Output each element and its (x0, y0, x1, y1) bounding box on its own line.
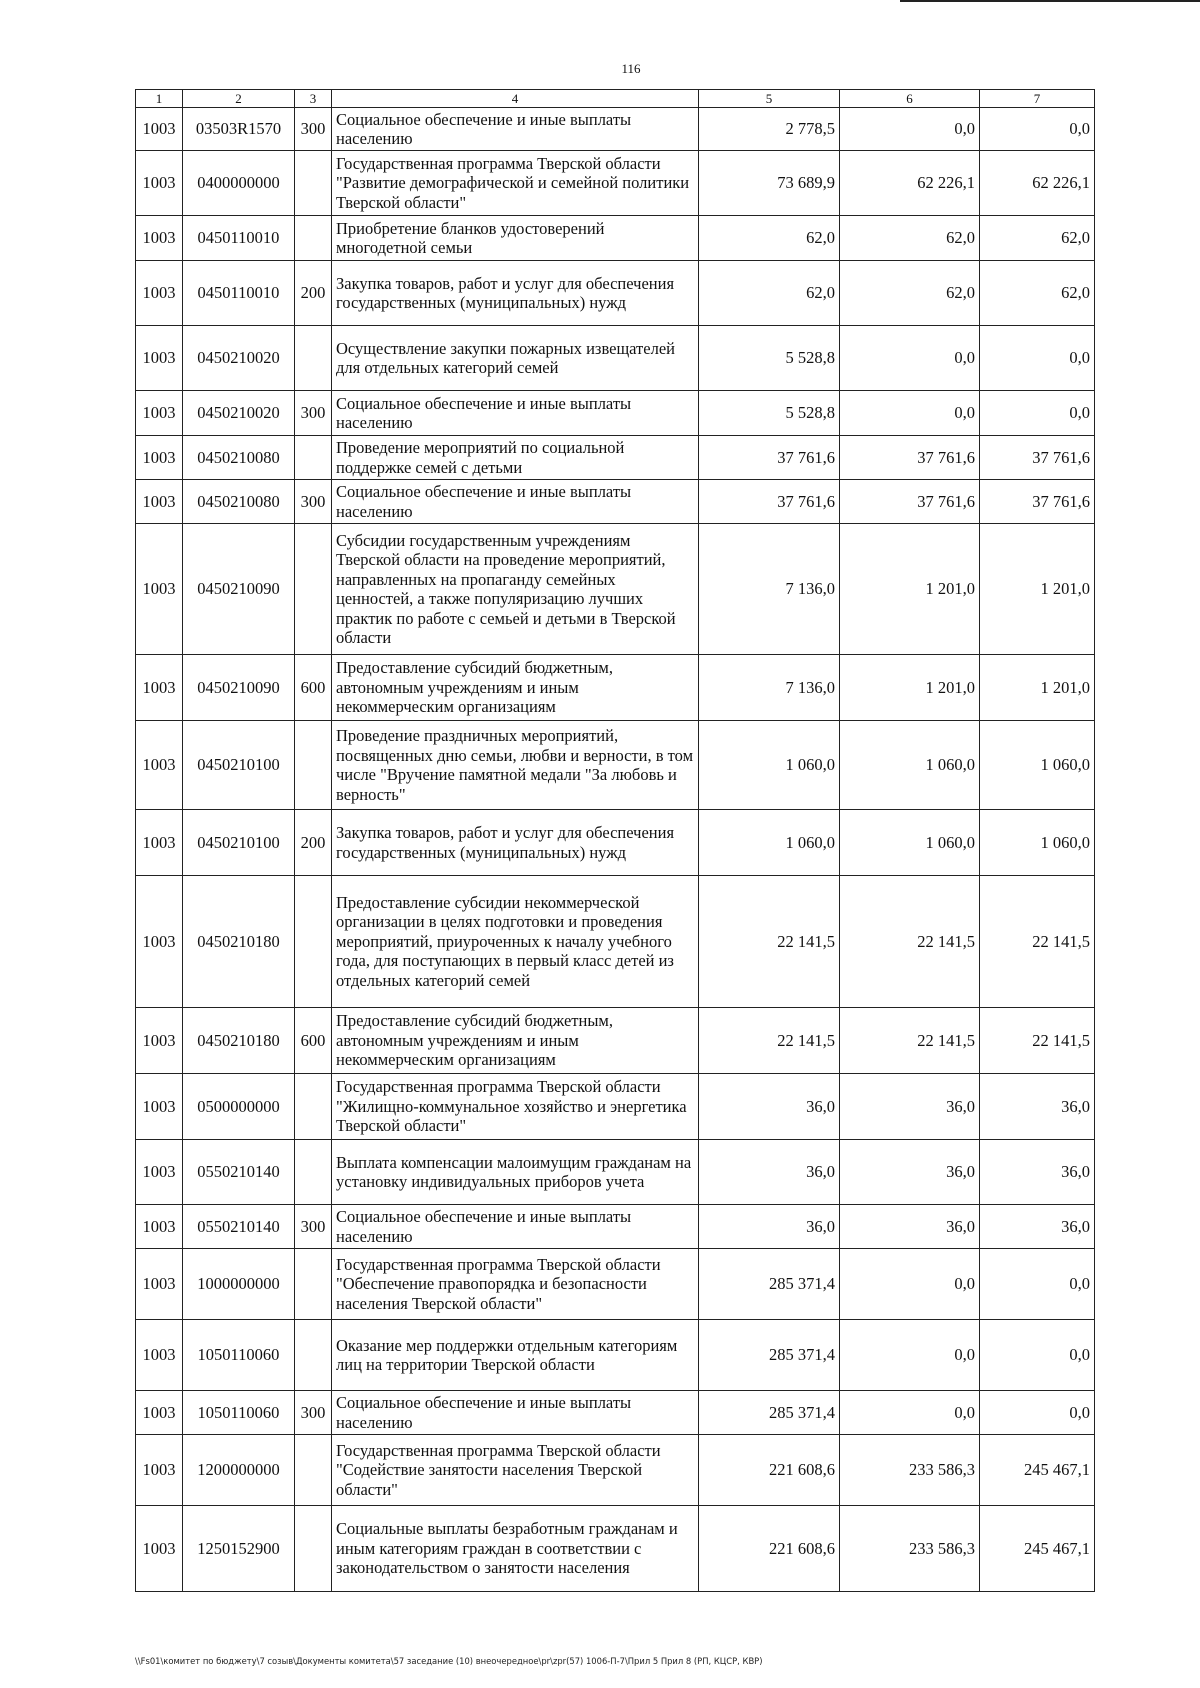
target-article-code-cell: 0450210090 (183, 524, 295, 655)
description-cell: Предоставление субсидий бюджетным, автономным учреждениям и иным некоммерческим организациям (332, 655, 699, 721)
section-code-cell: 1003 (136, 1391, 183, 1435)
amount-year-2-cell: 36,0 (840, 1140, 980, 1205)
description-cell: Закупка товаров, работ и услуг для обеспечения государственных (муниципальных) нужд (332, 810, 699, 876)
amount-year-1-cell: 5 528,8 (699, 326, 840, 391)
amount-year-1-cell: 62,0 (699, 261, 840, 326)
target-article-code-cell: 1000000000 (183, 1249, 295, 1320)
section-code-cell: 1003 (136, 480, 183, 524)
amount-year-1-cell: 37 761,6 (699, 480, 840, 524)
description-cell: Проведение праздничных мероприятий, посвященных дню семьи, любви и верности, в том числе "Вручение памятной медали "За любовь и верность" (332, 721, 699, 810)
amount-year-2-cell: 62 226,1 (840, 151, 980, 216)
description-cell: Предоставление субсидий бюджетным, автономным учреждениям и иным некоммерческим организациям (332, 1008, 699, 1074)
scan-edge-mark (900, 0, 1200, 2)
target-article-code-cell: 1050110060 (183, 1391, 295, 1435)
amount-year-3-cell: 36,0 (980, 1140, 1095, 1205)
expense-type-code-cell: 600 (295, 1008, 332, 1074)
column-number-header: 3 (295, 90, 332, 108)
amount-year-3-cell: 62 226,1 (980, 151, 1095, 216)
section-code-cell: 1003 (136, 1435, 183, 1506)
amount-year-2-cell: 1 201,0 (840, 524, 980, 655)
amount-year-1-cell: 73 689,9 (699, 151, 840, 216)
section-code-cell: 1003 (136, 216, 183, 261)
amount-year-1-cell: 36,0 (699, 1140, 840, 1205)
amount-year-3-cell: 62,0 (980, 261, 1095, 326)
expense-type-code-cell (295, 721, 332, 810)
amount-year-2-cell: 1 060,0 (840, 721, 980, 810)
table-row (136, 1140, 1095, 1205)
table-row (136, 876, 1095, 1008)
table-row (136, 1205, 1095, 1249)
amount-year-2-cell: 36,0 (840, 1074, 980, 1140)
expense-type-code-cell: 300 (295, 1205, 332, 1249)
section-code-cell: 1003 (136, 1506, 183, 1592)
amount-year-2-cell: 0,0 (840, 1391, 980, 1435)
amount-year-2-cell: 22 141,5 (840, 1008, 980, 1074)
section-code-cell: 1003 (136, 108, 183, 151)
description-cell: Государственная программа Тверской области "Развитие демографической и семейной политики Тверской области" (332, 151, 699, 216)
footer-file-path: \\Fs01\комитет по бюджету\7 созыв\Документы комитета\57 заседание (10) внеочередное\pr\zpr(57) 1006-П-7\Прил 5 Прил 8 (РП, КЦСР, КВР) (135, 1656, 763, 1666)
table-row (136, 1391, 1095, 1435)
column-number-header: 2 (183, 90, 295, 108)
amount-year-1-cell: 285 371,4 (699, 1249, 840, 1320)
amount-year-1-cell: 22 141,5 (699, 876, 840, 1008)
expense-type-code-cell (295, 436, 332, 480)
description-cell: Социальное обеспечение и иные выплаты населению (332, 1205, 699, 1249)
amount-year-1-cell: 36,0 (699, 1205, 840, 1249)
description-cell: Государственная программа Тверской области "Содействие занятости населения Тверской области" (332, 1435, 699, 1506)
amount-year-3-cell: 36,0 (980, 1074, 1095, 1140)
target-article-code-cell: 0400000000 (183, 151, 295, 216)
expense-type-code-cell (295, 1320, 332, 1391)
section-code-cell: 1003 (136, 151, 183, 216)
table-row (136, 1249, 1095, 1320)
table-row (136, 480, 1095, 524)
amount-year-3-cell: 245 467,1 (980, 1435, 1095, 1506)
expense-type-code-cell (295, 1074, 332, 1140)
table-row (136, 1506, 1095, 1592)
table-row (136, 655, 1095, 721)
amount-year-3-cell: 0,0 (980, 1320, 1095, 1391)
table-row (136, 1074, 1095, 1140)
expense-type-code-cell (295, 876, 332, 1008)
description-cell: Социальное обеспечение и иные выплаты населению (332, 108, 699, 151)
section-code-cell: 1003 (136, 326, 183, 391)
section-code-cell: 1003 (136, 721, 183, 810)
amount-year-2-cell: 1 201,0 (840, 655, 980, 721)
amount-year-3-cell: 36,0 (980, 1205, 1095, 1249)
section-code-cell: 1003 (136, 1205, 183, 1249)
column-number-header-row (136, 90, 1095, 108)
section-code-cell: 1003 (136, 1320, 183, 1391)
expense-type-code-cell: 200 (295, 810, 332, 876)
expense-type-code-cell (295, 1435, 332, 1506)
expense-type-code-cell: 300 (295, 108, 332, 151)
expense-type-code-cell (295, 151, 332, 216)
column-number-header: 6 (840, 90, 980, 108)
amount-year-1-cell: 36,0 (699, 1074, 840, 1140)
amount-year-3-cell: 0,0 (980, 1249, 1095, 1320)
expense-type-code-cell (295, 524, 332, 655)
table-row (136, 261, 1095, 326)
target-article-code-cell: 0450210080 (183, 436, 295, 480)
table-row (136, 1320, 1095, 1391)
description-cell: Государственная программа Тверской области "Жилищно-коммунальное хозяйство и энергетика Тверской области" (332, 1074, 699, 1140)
amount-year-3-cell: 22 141,5 (980, 876, 1095, 1008)
amount-year-2-cell: 62,0 (840, 216, 980, 261)
table-row (136, 151, 1095, 216)
description-cell: Закупка товаров, работ и услуг для обеспечения государственных (муниципальных) нужд (332, 261, 699, 326)
amount-year-3-cell: 0,0 (980, 108, 1095, 151)
amount-year-3-cell: 0,0 (980, 391, 1095, 436)
page-number: 116 (621, 61, 641, 76)
amount-year-1-cell: 2 778,5 (699, 108, 840, 151)
amount-year-2-cell: 62,0 (840, 261, 980, 326)
section-code-cell: 1003 (136, 261, 183, 326)
amount-year-2-cell: 0,0 (840, 391, 980, 436)
expense-type-code-cell: 300 (295, 391, 332, 436)
section-code-cell: 1003 (136, 1008, 183, 1074)
target-article-code-cell: 0450210100 (183, 810, 295, 876)
target-article-code-cell: 0450210080 (183, 480, 295, 524)
target-article-code-cell: 0450110010 (183, 216, 295, 261)
amount-year-3-cell: 62,0 (980, 216, 1095, 261)
section-code-cell: 1003 (136, 876, 183, 1008)
expense-type-code-cell: 200 (295, 261, 332, 326)
amount-year-1-cell: 62,0 (699, 216, 840, 261)
target-article-code-cell: 0450210090 (183, 655, 295, 721)
amount-year-3-cell: 0,0 (980, 1391, 1095, 1435)
section-code-cell: 1003 (136, 391, 183, 436)
amount-year-2-cell: 37 761,6 (840, 436, 980, 480)
table-row (136, 1008, 1095, 1074)
target-article-code-cell: 0550210140 (183, 1140, 295, 1205)
amount-year-1-cell: 285 371,4 (699, 1391, 840, 1435)
target-article-code-cell: 0450210100 (183, 721, 295, 810)
description-cell: Государственная программа Тверской области "Обеспечение правопорядка и безопасности населения Тверской области" (332, 1249, 699, 1320)
amount-year-2-cell: 233 586,3 (840, 1506, 980, 1592)
amount-year-1-cell: 285 371,4 (699, 1320, 840, 1391)
amount-year-3-cell: 1 201,0 (980, 524, 1095, 655)
amount-year-2-cell: 0,0 (840, 326, 980, 391)
description-cell: Осуществление закупки пожарных извещателей для отдельных категорий семей (332, 326, 699, 391)
description-cell: Социальное обеспечение и иные выплаты населению (332, 480, 699, 524)
amount-year-3-cell: 1 201,0 (980, 655, 1095, 721)
description-cell: Социальное обеспечение и иные выплаты населению (332, 391, 699, 436)
amount-year-2-cell: 0,0 (840, 108, 980, 151)
amount-year-3-cell: 22 141,5 (980, 1008, 1095, 1074)
section-code-cell: 1003 (136, 810, 183, 876)
amount-year-1-cell: 1 060,0 (699, 810, 840, 876)
column-number-header: 1 (136, 90, 183, 108)
description-cell: Приобретение бланков удостоверений многодетной семьи (332, 216, 699, 261)
table-row (136, 216, 1095, 261)
table-row (136, 1435, 1095, 1506)
amount-year-2-cell: 36,0 (840, 1205, 980, 1249)
target-article-code-cell: 1200000000 (183, 1435, 295, 1506)
target-article-code-cell: 03503R1570 (183, 108, 295, 151)
amount-year-1-cell: 1 060,0 (699, 721, 840, 810)
target-article-code-cell: 0450110010 (183, 261, 295, 326)
description-cell: Предоставление субсидии некоммерческой организации в целях подготовки и проведения мероприятий, приуроченных к началу учебного года, для поступающих в первый класс детей из отдельных категорий семей (332, 876, 699, 1008)
amount-year-3-cell: 245 467,1 (980, 1506, 1095, 1592)
section-code-cell: 1003 (136, 436, 183, 480)
amount-year-1-cell: 5 528,8 (699, 391, 840, 436)
expense-type-code-cell (295, 216, 332, 261)
table-row (136, 436, 1095, 480)
amount-year-2-cell: 22 141,5 (840, 876, 980, 1008)
target-article-code-cell: 1250152900 (183, 1506, 295, 1592)
amount-year-1-cell: 7 136,0 (699, 655, 840, 721)
amount-year-1-cell: 221 608,6 (699, 1506, 840, 1592)
column-number-header: 7 (980, 90, 1095, 108)
expense-type-code-cell (295, 1506, 332, 1592)
description-cell: Субсидии государственным учреждениям Тверской области на проведение мероприятий, направленных на пропаганду семейных ценностей, а также популяризацию лучших практик по работе с семьей и детьми в Тверской области (332, 524, 699, 655)
expense-type-code-cell: 300 (295, 1391, 332, 1435)
column-number-header: 5 (699, 90, 840, 108)
amount-year-2-cell: 0,0 (840, 1320, 980, 1391)
expense-type-code-cell: 600 (295, 655, 332, 721)
description-cell: Социальное обеспечение и иные выплаты населению (332, 1391, 699, 1435)
table-row (136, 108, 1095, 151)
amount-year-2-cell: 0,0 (840, 1249, 980, 1320)
amount-year-1-cell: 22 141,5 (699, 1008, 840, 1074)
target-article-code-cell: 0450210020 (183, 326, 295, 391)
expense-type-code-cell (295, 1140, 332, 1205)
amount-year-2-cell: 233 586,3 (840, 1435, 980, 1506)
target-article-code-cell: 1050110060 (183, 1320, 295, 1391)
amount-year-3-cell: 1 060,0 (980, 721, 1095, 810)
table-row (136, 326, 1095, 391)
description-cell: Оказание мер поддержки отдельным категориям лиц на территории Тверской области (332, 1320, 699, 1391)
section-code-cell: 1003 (136, 655, 183, 721)
target-article-code-cell: 0450210180 (183, 876, 295, 1008)
column-number-header: 4 (332, 90, 699, 108)
expense-type-code-cell (295, 326, 332, 391)
amount-year-2-cell: 37 761,6 (840, 480, 980, 524)
section-code-cell: 1003 (136, 524, 183, 655)
amount-year-3-cell: 37 761,6 (980, 436, 1095, 480)
expense-type-code-cell (295, 1249, 332, 1320)
description-cell: Выплата компенсации малоимущим гражданам на установку индивидуальных приборов учета (332, 1140, 699, 1205)
amount-year-1-cell: 221 608,6 (699, 1435, 840, 1506)
amount-year-3-cell: 1 060,0 (980, 810, 1095, 876)
amount-year-1-cell: 37 761,6 (699, 436, 840, 480)
table-row (136, 524, 1095, 655)
target-article-code-cell: 0450210180 (183, 1008, 295, 1074)
amount-year-3-cell: 0,0 (980, 326, 1095, 391)
table-row (136, 810, 1095, 876)
section-code-cell: 1003 (136, 1140, 183, 1205)
target-article-code-cell: 0550210140 (183, 1205, 295, 1249)
table-row (136, 391, 1095, 436)
target-article-code-cell: 0450210020 (183, 391, 295, 436)
table-row (136, 721, 1095, 810)
amount-year-2-cell: 1 060,0 (840, 810, 980, 876)
description-cell: Социальные выплаты безработным гражданам и иным категориям граждан в соответствии с законодательством о занятости населения (332, 1506, 699, 1592)
section-code-cell: 1003 (136, 1249, 183, 1320)
amount-year-1-cell: 7 136,0 (699, 524, 840, 655)
budget-table (135, 89, 1095, 1592)
expense-type-code-cell: 300 (295, 480, 332, 524)
target-article-code-cell: 0500000000 (183, 1074, 295, 1140)
amount-year-3-cell: 37 761,6 (980, 480, 1095, 524)
description-cell: Проведение мероприятий по социальной поддержке семей с детьми (332, 436, 699, 480)
section-code-cell: 1003 (136, 1074, 183, 1140)
